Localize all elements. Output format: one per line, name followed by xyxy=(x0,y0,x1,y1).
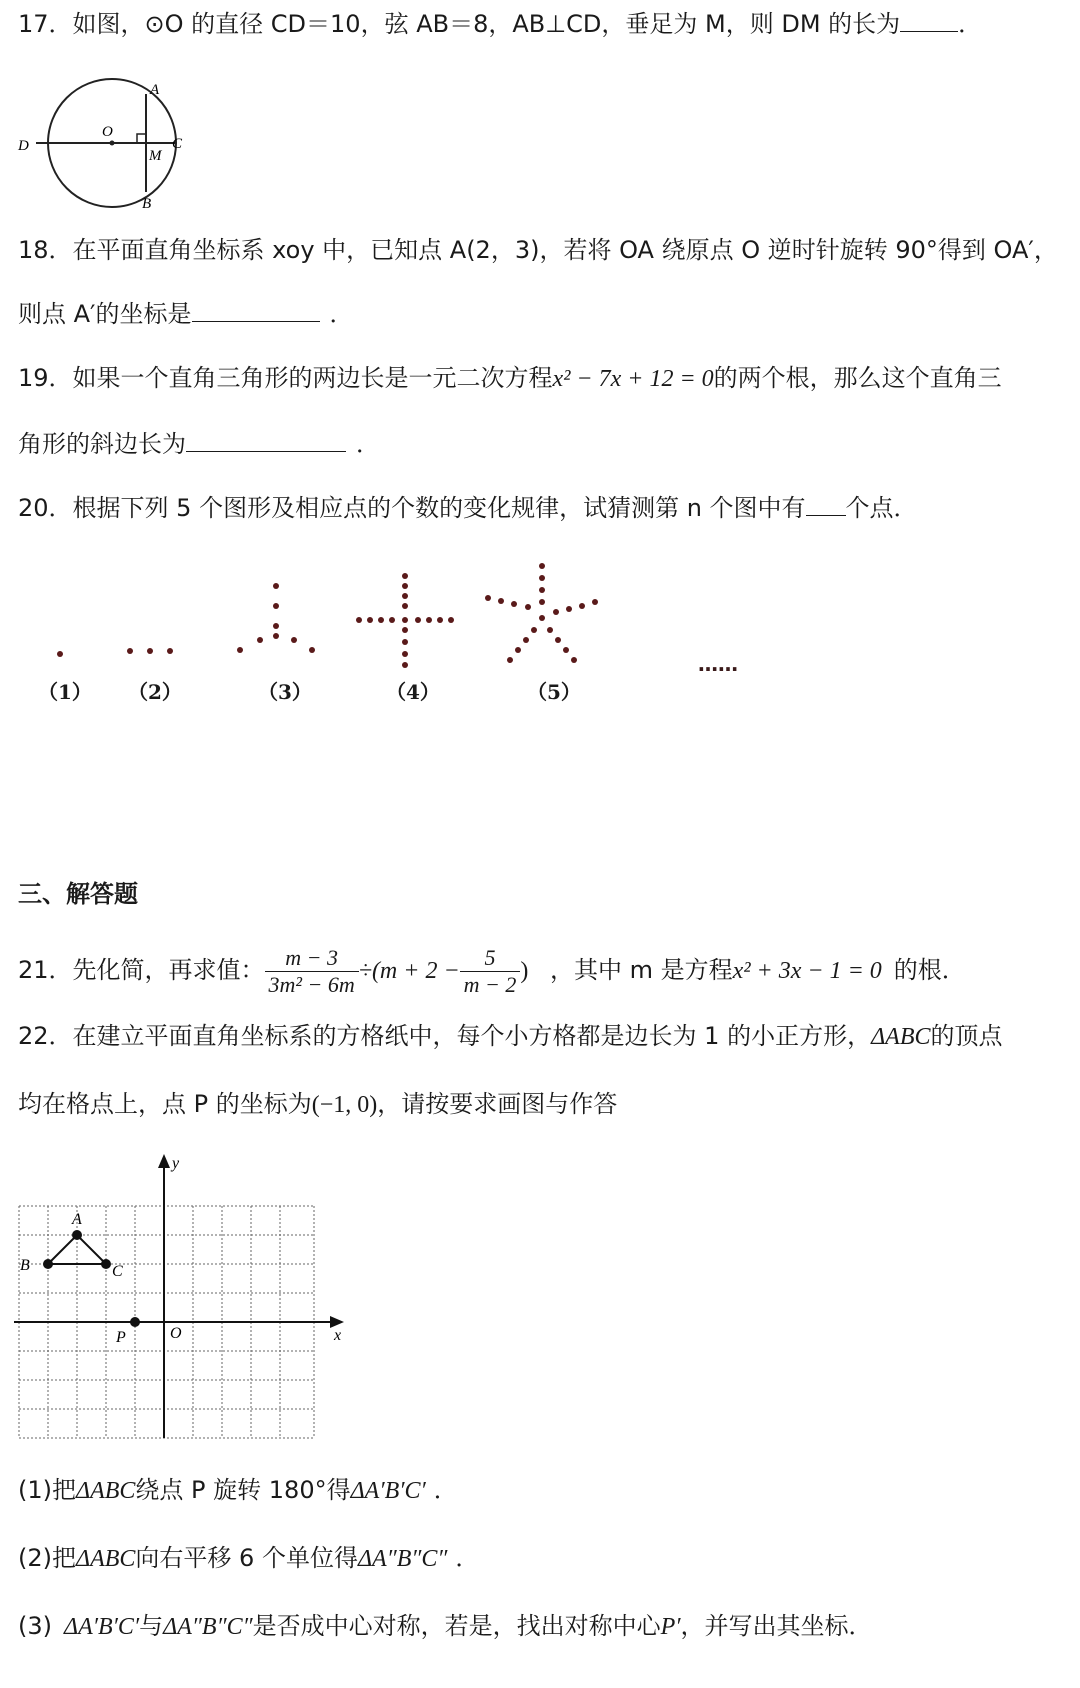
label-O: O xyxy=(170,1325,182,1342)
question-22-line2: 均在格点上，点 P 的坐标为(−1, 0)，请按要求画图与作答 xyxy=(18,1090,618,1118)
axis-y-label: y xyxy=(172,1155,180,1172)
ellipsis: …… xyxy=(698,652,738,676)
question-20: 20．根据下列 5 个图形及相应点的个数的变化规律，试猜测第 n 个图中有 个点． xyxy=(18,494,918,522)
question-19-line2: 角形的斜边长为 ． xyxy=(18,430,380,458)
fraction-1: $\frac{m - 3}{\text{3m² − 6m}}$ xyxy=(265,945,359,998)
question-18-line1: 18．在平面直角坐标系 xoy 中，已知点 A(2，3)，若将 OA 绕原点 O 逆时针旋转 90°得到 OA′， xyxy=(18,236,1058,264)
label-D: D xyxy=(18,138,29,154)
label-A: A xyxy=(150,82,160,98)
answer-blank xyxy=(806,493,846,516)
question-22-sub1: (1)把ΔABC绕点 P 旋转 180°得ΔA′B′C′ ． xyxy=(18,1476,458,1504)
label-P: P xyxy=(116,1329,126,1346)
answer-blank xyxy=(192,299,320,322)
label-C: C xyxy=(172,136,183,152)
axis-x-label: x xyxy=(334,1327,342,1344)
figure-label-2: （2） xyxy=(128,680,182,704)
figure-label-4: （4） xyxy=(386,680,440,704)
fraction-2: $\frac{5}{m - 2}$ xyxy=(460,945,521,998)
answer-blank xyxy=(186,429,346,452)
answer-blank xyxy=(900,9,958,32)
question-21: 21．先化简，再求值： $\frac{m - 3}{\text{3m² − 6m}}$ ÷(m + 2 − $\frac{5}{m - 2}$ ) ，其中 m 是方程x² + 3x − 1 = 0 的根． xyxy=(18,944,966,997)
question-19-line1: 19．如果一个直角三角形的两边长是一元二次方程x² − 7x + 12 = 0的两个根，那么这个直角三 xyxy=(18,364,1002,392)
question-22-sub3: (3) ΔA′B′C′与ΔA″B″C″是否成中心对称，若是，找出对称中心P′，并写出其坐标． xyxy=(18,1612,873,1640)
grid-figure xyxy=(14,1148,354,1448)
circle-figure xyxy=(14,66,189,226)
label-B: B xyxy=(142,196,152,212)
question-22-line1: 22．在建立平面直角坐标系的方格纸中，每个小方格都是边长为 1 的小正方形，ΔABC的顶点 xyxy=(18,1022,1003,1050)
label-B: B xyxy=(20,1257,30,1274)
figure-label-1: （1） xyxy=(38,680,92,704)
question-17: 17．如图，⊙O 的直径 CD＝10，弦 AB＝8，AB⊥CD，垂足为 M，则 DM 的长为 ． xyxy=(18,10,983,38)
label-O: O xyxy=(102,124,113,140)
question-18-line2: 则点 A′的坐标是 ． xyxy=(18,300,354,328)
question-22-sub2: (2)把ΔABC向右平移 6 个单位得ΔA″B″C″ ． xyxy=(18,1544,480,1572)
figure-label-3: （3） xyxy=(258,680,312,704)
q17-text: 17．如图，⊙O 的直径 CD＝10，弦 AB＝8，AB⊥CD，垂足为 M，则 DM 的长为 xyxy=(18,10,901,38)
label-M: M xyxy=(149,148,162,164)
figure-label-5: （5） xyxy=(527,680,581,704)
dot-pattern-figure xyxy=(40,560,720,680)
equation: x² − 7x + 12 = 0 xyxy=(552,366,714,392)
label-A: A xyxy=(72,1211,82,1228)
section-heading: 三、解答题 xyxy=(18,880,138,908)
equation: x² + 3x − 1 = 0 xyxy=(732,958,882,984)
label-C: C xyxy=(112,1263,123,1280)
